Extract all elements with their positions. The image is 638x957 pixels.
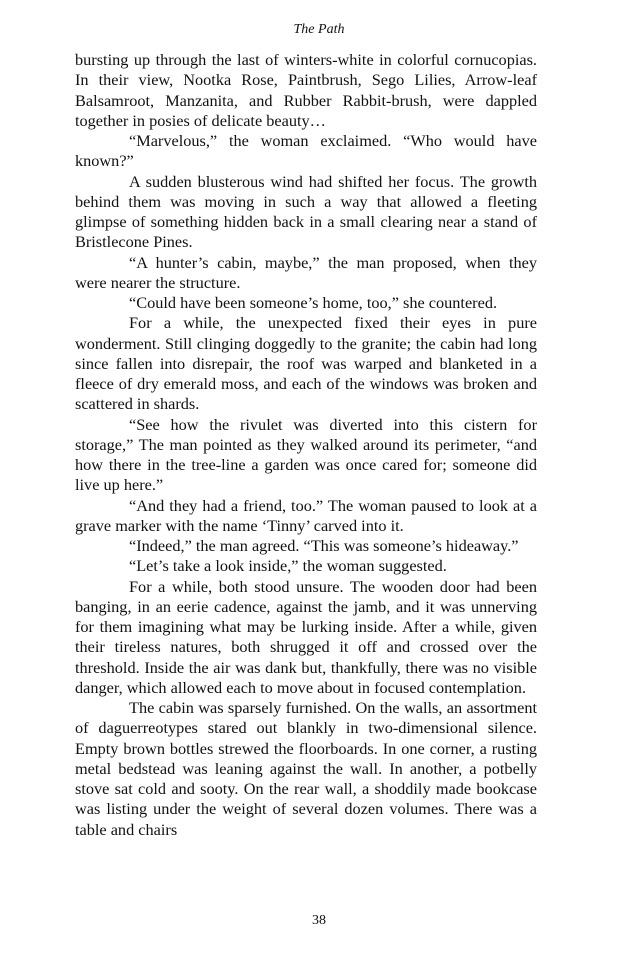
paragraph: For a while, both stood unsure. The wooden door had been banging, in an eerie cadence, against the jamb, and it was unnerving for them imagining what may be lurking inside. After a while, given their tireless natures, both shrugged it off and crossed over the threshold. Inside the air was dank but, thankfully, there was no visible danger, which allowed each to move about in focused contemplation.	[75, 576, 537, 697]
paragraph: “See how the rivulet was diverted into this cistern for storage,” The man pointed as they walked around its perimeter, “and how there in the tree-line a garden was once cared for; someone did live up here.”	[75, 414, 537, 495]
paragraph: “A hunter’s cabin, maybe,” the man proposed, when they were nearer the structure.	[75, 252, 537, 292]
paragraph-continuation: bursting up through the last of winters-white in colorful cornucopias. In their view, Nootka Rose, Paintbrush, Sego Lilies, Arrow-leaf Balsamroot, Manzanita, and Rubber Rabbit-brush, were dappled together in posies of delicate beauty…	[75, 50, 537, 130]
paragraph: “Indeed,” the man agreed. “This was someone’s hideaway.”	[129, 536, 519, 555]
paragraph: For a while, the unexpected fixed their eyes in pure wonderment. Still clinging doggedly to the granite; the cabin had long since fallen into disrepair, the roof was warped and blanketed in a fleece of dry emerald moss, and each of the windows was broken and scattered in shards.	[75, 313, 537, 414]
page-number: 38	[312, 913, 326, 928]
paragraph: “Could have been someone’s home, too,” she countered.	[129, 293, 498, 312]
paragraph: The cabin was sparsely furnished. On the walls, an assortment of daguerreotypes stared out blankly in two-dimensional silence. Empty brown bottles strewed the floorboards. In one corner, a rusting metal bedstead was leaning against the wall. In another, a potbelly stove sat cold and sooty. On the rear wall, a shoddily made bookcase was listing under the weight of several dozen volumes. There was a table and chairs	[75, 698, 537, 839]
paragraph: “And they had a friend, too.” The woman paused to look at a grave marker with the name ‘Tinny’ carved into it.	[75, 495, 537, 535]
paragraph: A sudden blusterous wind had shifted her focus. The growth behind them was moving in such a way that allowed a fleeting glimpse of something hidden back in a small clearing near a stand of Bristlecone Pines.	[75, 171, 537, 252]
paragraph: “Marvelous,” the woman exclaimed. “Who would have known?”	[75, 131, 537, 171]
body-text	[75, 50, 537, 840]
running-title: The Path	[293, 22, 345, 37]
paragraph: “Let’s take a look inside,” the woman suggested.	[129, 556, 447, 576]
